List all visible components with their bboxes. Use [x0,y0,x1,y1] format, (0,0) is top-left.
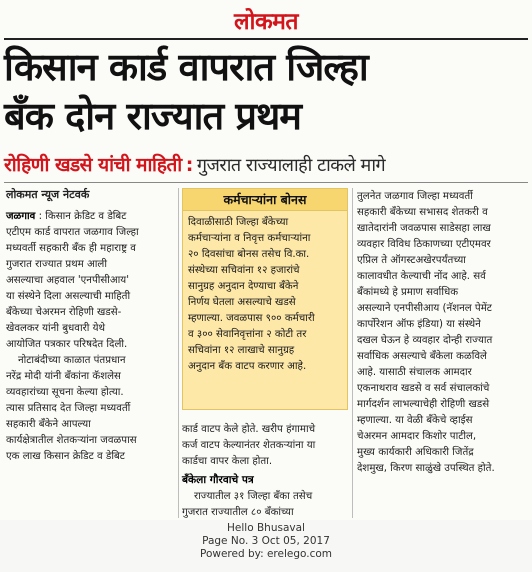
col3-line: बँकांमध्ये हे प्रमाण सर्वाधिक [357,287,459,298]
footer-edition: Hello Bhusaval [227,522,305,534]
subhead-rule [4,182,528,183]
page-footer [0,522,532,561]
newspaper-logo: लोकमत [233,9,299,35]
bonus-box-title: कर्मचाऱ्यांना बोनस [183,189,347,211]
col1-line: सहकारी बँकेने आपल्या [6,419,91,430]
box-line: दिवाळीसाठी जिल्हा बँकेच्या [188,217,289,228]
subheadline [4,150,528,180]
col1-first-line: : किसान क्रेडिट व डेबिट [35,211,127,222]
col2-line: गुजरात राज्यातील ८० बँकांच्या [182,507,294,518]
column-1-text [6,209,174,465]
subhead-red: रोहिणी खडसे यांची माहिती [4,154,182,176]
col3-line: कालावधीत केल्याची नोंद आहे. सर्व [357,271,486,282]
box-line: निर्णय घेतला असल्याचे खडसे [188,297,296,308]
bonus-box [182,188,348,410]
footer-page-date: Page No. 3 Oct 05, 2017 [202,535,330,547]
col3-line: मुख्य कार्यकारी अधिकारी जितेंद्र [357,447,474,458]
column-divider-2 [352,188,353,518]
col1-line: नोटाबंदीच्या काळात पंतप्रधान [18,355,126,366]
col2-line: कार्डचा वापर केला होता. [182,456,273,467]
col1-line: मध्यवर्ती सहकारी बँक ही महाराष्ट्र व [6,243,136,254]
column-3-text [357,189,528,477]
col3-line: मार्गदर्शन लाभल्याचेही रोहिणी खडसे [357,399,490,410]
col3-line: दखल घेऊन हे व्यवहार दोन्ही राज्यात [357,335,493,346]
col3-line: कार्पोरेशन ऑफ इंडिया) या संस्थेने [357,319,481,330]
col3-line: तुलनेत जळगाव जिल्हा मध्यवर्ती [357,191,473,202]
subhead-black: गुजरात राज्यालाही टाकले मागे [196,155,386,176]
col3-line: व्यवहार विविध ठिकाणच्या एटीएमवर [357,239,491,250]
col1-line-0 [6,209,174,225]
headline-line-1: किसान कार्ड वापरात जिल्हा [4,45,368,89]
box-line: व ३०० सेवानिवृत्तांना २ कोटी तर [188,329,307,340]
footer-powered-by: Powered by: erelego.com [199,548,333,560]
dateline: जळगाव [6,211,36,222]
col3-line: आहे. यासाठी संचालक आमदार [357,367,472,378]
col1-line: एटीएम कार्ड वापरात जळगाव जिल्हा [6,227,139,238]
subhead-separator: : [185,154,193,176]
col2-line: राज्यातील ३१ जिल्हा बँका तसेच [194,491,313,502]
col3-line: एप्रिल ते ऑगस्टअखेरपर्यंतच्या [357,255,466,266]
column-2-text-continued [182,489,348,520]
masthead [0,4,532,36]
col3-line: खातेदारांनी जवळपास साडेसहा लाख [357,223,491,234]
col1-line: खेवलकर यांनी बुधवारी येथे [6,323,106,334]
box-line: संस्थेच्या सचिवांना १२ हजारांचे [188,265,300,276]
col1-line: नरेंद्र मोदी यांनी बँकांना कॅशलेस [6,371,121,382]
box-line: कर्मचाऱ्यांना व निवृत्त कर्मचाऱ्यांना [188,233,311,244]
byline: लोकमत न्यूज नेटवर्क [6,188,90,201]
col1-line: या संस्थेने दिला असल्याची माहिती [6,291,131,302]
col3-line: सहकारी बँकेच्या सभासद शेतकरी व [357,207,488,218]
col1-line: बँकेच्या चेअरमन रोहिणी खडसे- [6,307,122,318]
headline-line-2: बँक दोन राज्यात प्रथम [4,94,301,138]
col1-line: आयोजित पत्रकार परिषदेत दिली. [6,339,128,350]
column-divider-1 [178,188,179,518]
box-line: २० दिवसांचा बोनस तसेच वि.का. [188,249,310,260]
masthead-rule [4,38,528,40]
col3-line: सर्वाधिक असल्याचे बँकेला कळविले [357,351,487,362]
col3-line: एकनाथराव खडसे व सर्व संचालकांचे [357,383,490,394]
col3-line: देशमुख, किरण साळुंखे उपस्थित होते. [357,463,495,474]
section-subtitle: बँकेला गौरवाचे पत्र [182,474,254,486]
box-line: अनुदान बँक वाटप करणार आहे. [188,361,307,372]
box-line: सानुग्रह अनुदान देण्याचा बँकेने [188,281,299,292]
col3-line: चेअरमन आमदार किशोर पाटील, [357,431,477,442]
col2-line: कार्ड वाटप केले होते. खरीप हंगामाचे [182,424,316,435]
col1-line: कार्यक्षेत्रातील शेतकऱ्यांना जवळपास [6,435,137,446]
col1-line: व्यवहारांच्या सूचना केल्या होत्या. [6,387,124,398]
box-line: सचिवांना १२ लाखाचे सानुग्रह [188,345,295,356]
box-line: म्हणाल्या. जवळपास ९०० कर्मचारी [188,313,315,324]
col3-line: म्हणाल्या. या वेळी बँकेचे व्हाईस [357,415,473,426]
column-2-text [182,422,348,470]
col1-line: गुजरात राज्यात प्रथम आली [6,259,107,270]
col2-line: कर्ज वाटप केल्यानंतर शेतकऱ्यांना या [182,440,316,451]
col1-line: एक लाख किसान क्रेडिट व डेबिट [6,451,125,462]
col1-line: त्यास प्रतिसाद देत जिल्हा मध्यवर्ती [6,403,131,414]
col1-line: असल्याचा अहवाल 'एनपीसीआय' [6,275,130,286]
col3-line: असल्याने एनपीसीआय (नॅशनल पेमेंट [357,303,492,314]
bonus-box-text [188,215,343,375]
